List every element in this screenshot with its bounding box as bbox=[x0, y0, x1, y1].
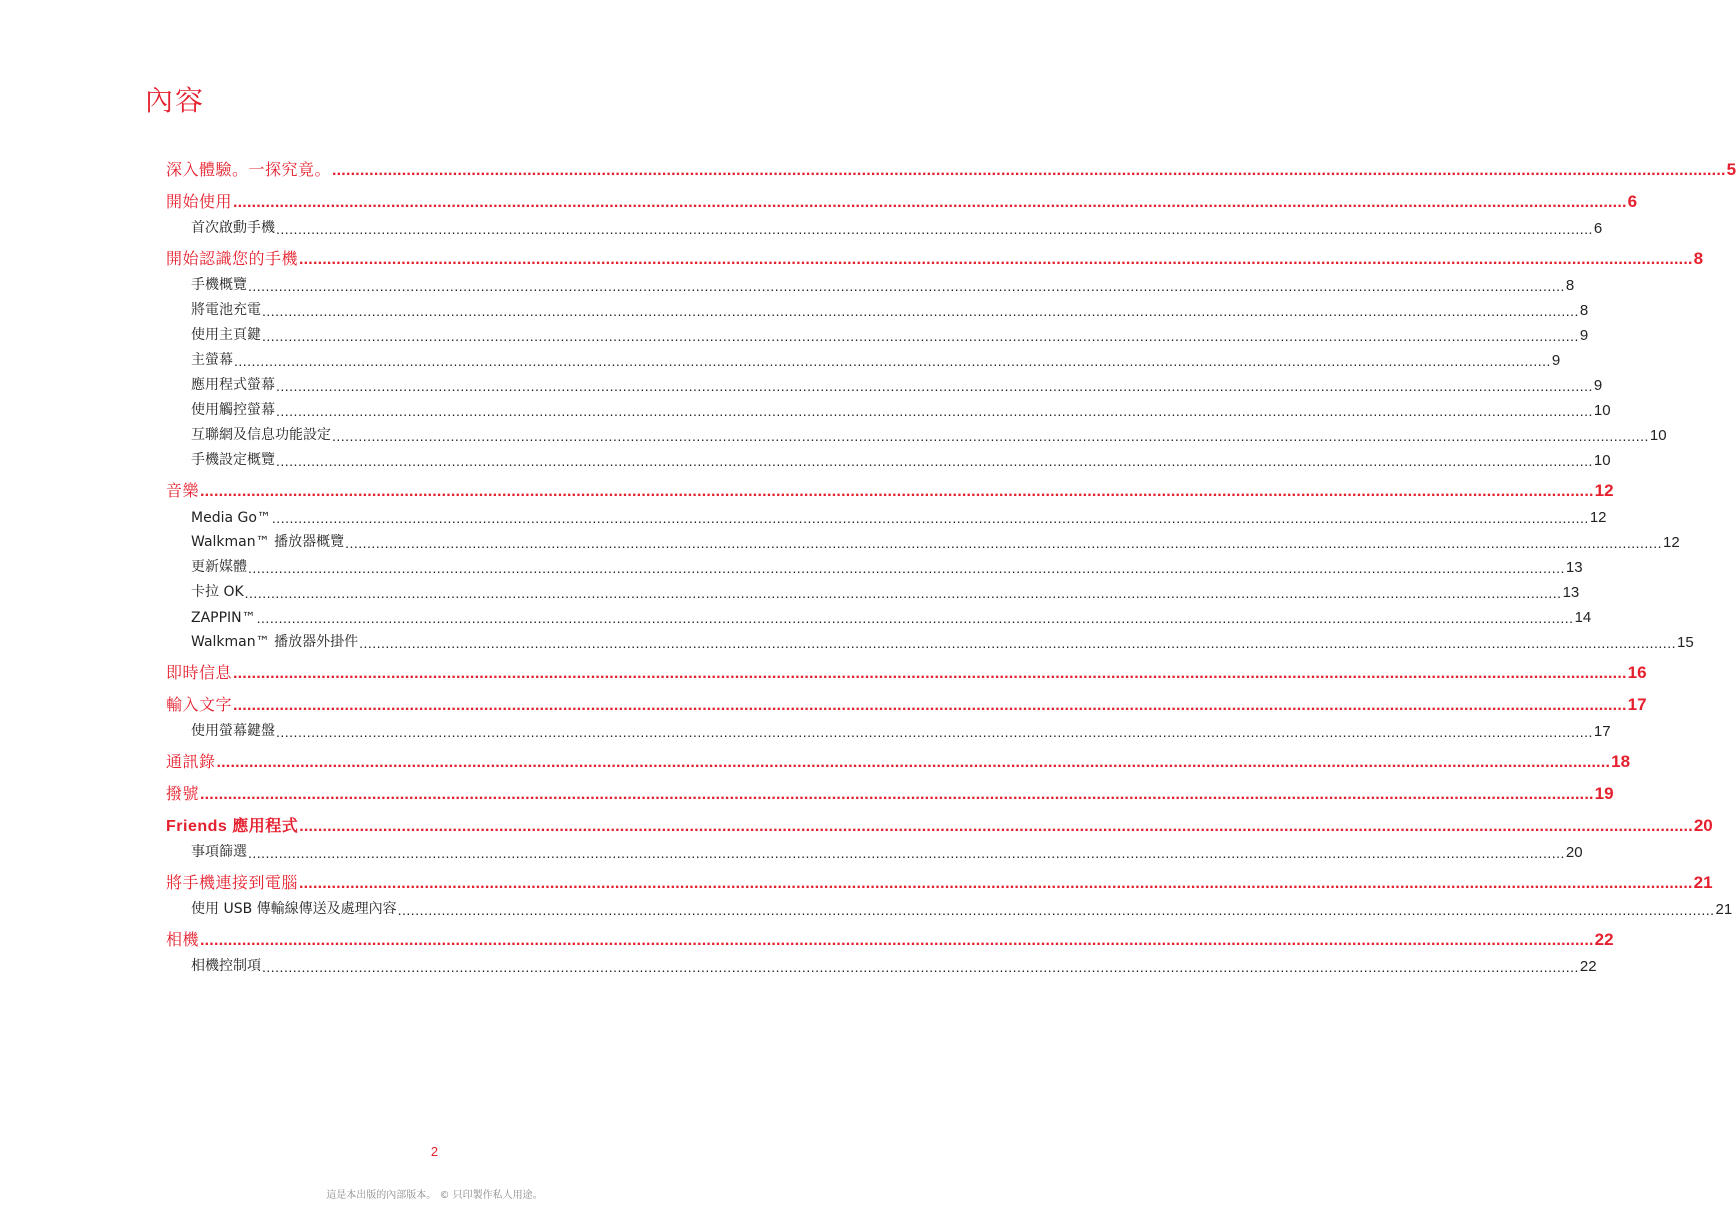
toc-chapter-title: 通訊錄 bbox=[166, 752, 216, 771]
toc-subentry[interactable] bbox=[166, 893, 1733, 918]
toc-subentry-title: 使用螢幕鍵盤 bbox=[191, 723, 275, 739]
dot-leader: ............................................................................................................................................................................................................................................................................................................ bbox=[359, 635, 1676, 651]
toc-subentry[interactable] bbox=[166, 836, 1583, 861]
toc-subentry-title: Walkman™ 播放器外掛件 bbox=[191, 634, 359, 650]
dot-leader: ............................................................................................................................................................................................................................................................................................................ bbox=[262, 303, 1579, 319]
toc-chapter-page: 21 bbox=[1693, 873, 1713, 892]
toc-subentry[interactable] bbox=[166, 394, 1611, 419]
toc-subentry-title: Media Go™ bbox=[191, 510, 271, 526]
dot-leader: ............................................................................................................................................................................................................................................................................................................ bbox=[200, 786, 1594, 803]
toc-chapter-entry[interactable] bbox=[166, 922, 1614, 950]
toc-subentry-title: 事項篩選 bbox=[191, 844, 247, 860]
toc-subentry[interactable] bbox=[166, 444, 1611, 469]
toc-section bbox=[166, 473, 1694, 651]
toc-chapter-entry[interactable] bbox=[166, 687, 1647, 715]
toc-section bbox=[166, 241, 1704, 469]
toc-section bbox=[166, 152, 1736, 180]
toc-chapter-page: 20 bbox=[1693, 816, 1713, 835]
toc-subentry[interactable] bbox=[166, 269, 1575, 294]
toc-section bbox=[166, 744, 1631, 772]
dot-leader: ............................................................................................................................................................................................................................................................................................................ bbox=[397, 902, 1715, 918]
dot-leader: ............................................................................................................................................................................................................................................................................................................ bbox=[200, 932, 1594, 949]
toc-section bbox=[166, 865, 1733, 918]
toc-chapter-title: 開始使用 bbox=[166, 192, 233, 211]
toc-chapter-page: 16 bbox=[1627, 663, 1647, 682]
toc-chapter-entry[interactable] bbox=[166, 655, 1647, 683]
dot-leader: ............................................................................................................................................................................................................................................................................................................ bbox=[299, 818, 1693, 835]
toc-section bbox=[166, 655, 1647, 683]
toc-chapter-page: 22 bbox=[1594, 930, 1614, 949]
toc-subentry-page: 14 bbox=[1574, 609, 1592, 626]
toc-chapter-entry[interactable] bbox=[166, 152, 1736, 180]
toc-subentry[interactable] bbox=[166, 212, 1603, 237]
toc-subentry-page: 9 bbox=[1551, 352, 1561, 369]
toc-subentry[interactable] bbox=[166, 294, 1589, 319]
dot-leader: ............................................................................................................................................................................................................................................................................................................ bbox=[233, 665, 1627, 682]
toc-subentry-title: 首次啟動手機 bbox=[191, 220, 275, 236]
toc-section bbox=[166, 776, 1614, 804]
toc-subentry-title: 使用主頁鍵 bbox=[191, 327, 261, 343]
dot-leader: ............................................................................................................................................................................................................................................................................................................ bbox=[256, 610, 1574, 626]
dot-leader: ............................................................................................................................................................................................................................................................................................................ bbox=[276, 378, 1593, 394]
toc-subentry[interactable] bbox=[166, 419, 1667, 444]
dot-leader: ............................................................................................................................................................................................................................................................................................................ bbox=[234, 353, 1551, 369]
toc-subentry-page: 21 bbox=[1715, 901, 1733, 918]
toc-subentry-title: 將電池充電 bbox=[191, 302, 261, 318]
toc-subentry-title: 相機控制項 bbox=[191, 958, 261, 974]
dot-leader: ............................................................................................................................................................................................................................................................................................................ bbox=[248, 560, 1565, 576]
toc-chapter-entry[interactable] bbox=[166, 808, 1713, 836]
toc-chapter-entry[interactable] bbox=[166, 744, 1631, 772]
toc-chapter-title: 音樂 bbox=[166, 481, 200, 500]
toc-subentry-page: 9 bbox=[1593, 377, 1603, 394]
toc-subentry-page: 13 bbox=[1565, 559, 1583, 576]
toc-subentry[interactable] bbox=[166, 576, 1580, 601]
dot-leader: ............................................................................................................................................................................................................................................................................................................ bbox=[248, 845, 1565, 861]
toc-chapter-page: 19 bbox=[1594, 784, 1614, 803]
toc-subentry[interactable] bbox=[166, 715, 1611, 740]
toc-chapter-title: 相機 bbox=[166, 930, 200, 949]
toc-subentry-title: ZAPPIN™ bbox=[191, 610, 256, 626]
toc-chapter-entry[interactable] bbox=[166, 473, 1614, 501]
toc-subentry[interactable] bbox=[166, 950, 1597, 975]
toc-subentry[interactable] bbox=[166, 344, 1561, 369]
toc-chapter-page: 8 bbox=[1693, 249, 1704, 268]
toc-subentry-page: 22 bbox=[1579, 958, 1597, 975]
footer-note: 這是本出版的內部版本。 © 只印製作私人用途。 bbox=[326, 1190, 543, 1201]
toc-subentry[interactable] bbox=[166, 319, 1589, 344]
toc-subentry-page: 8 bbox=[1579, 302, 1589, 319]
toc-subentry-title: 使用觸控螢幕 bbox=[191, 402, 275, 418]
toc-subentry[interactable] bbox=[166, 369, 1603, 394]
dot-leader: ............................................................................................................................................................................................................................................................................................................ bbox=[262, 959, 1579, 975]
toc-section bbox=[166, 922, 1614, 975]
dot-leader: ............................................................................................................................................................................................................................................................................................................ bbox=[299, 875, 1693, 892]
toc-chapter-page: 17 bbox=[1627, 695, 1647, 714]
toc-subentry[interactable] bbox=[166, 551, 1583, 576]
toc-chapter-entry[interactable] bbox=[166, 776, 1614, 804]
dot-leader: ............................................................................................................................................................................................................................................................................................................ bbox=[345, 535, 1662, 551]
toc-chapter-title: 即時信息 bbox=[166, 663, 233, 682]
toc-section bbox=[166, 184, 1638, 237]
toc-subentry[interactable] bbox=[166, 601, 1592, 626]
toc-chapter-title: 輸入文字 bbox=[166, 695, 233, 714]
toc-section bbox=[166, 808, 1713, 861]
toc-chapter-title: 開始認識您的手機 bbox=[166, 249, 299, 268]
toc-subentry[interactable] bbox=[166, 626, 1694, 651]
toc-chapter-entry[interactable] bbox=[166, 865, 1713, 893]
dot-leader: ............................................................................................................................................................................................................................................................................................................ bbox=[299, 251, 1693, 268]
toc-subentry-title: 互聯網及信息功能設定 bbox=[191, 427, 331, 443]
dot-leader: ............................................................................................................................................................................................................................................................................................................ bbox=[200, 483, 1594, 500]
toc-subentry-page: 8 bbox=[1565, 277, 1575, 294]
page-title: 內容 bbox=[145, 84, 206, 117]
toc-subentry-title: Walkman™ 播放器概覽 bbox=[191, 534, 345, 550]
dot-leader: ............................................................................................................................................................................................................................................................................................................ bbox=[248, 278, 1565, 294]
toc-subentry-page: 10 bbox=[1649, 427, 1667, 444]
toc-subentry-page: 6 bbox=[1593, 220, 1603, 237]
dot-leader: ............................................................................................................................................................................................................................................................................................................ bbox=[276, 403, 1593, 419]
dot-leader: ............................................................................................................................................................................................................................................................................................................ bbox=[276, 724, 1593, 740]
toc-chapter-page: 12 bbox=[1594, 481, 1614, 500]
toc-subentry-title: 使用 USB 傳輸線傳送及處理內容 bbox=[191, 901, 397, 917]
toc-chapter-title: 深入體驗。一探究竟。 bbox=[166, 160, 332, 179]
toc-subentry-page: 12 bbox=[1662, 534, 1680, 551]
dot-leader: ............................................................................................................................................................................................................................................................................................................ bbox=[233, 194, 1627, 211]
toc-section bbox=[166, 687, 1647, 740]
toc-subentry[interactable] bbox=[166, 501, 1607, 526]
toc-subentry-title: 更新媒體 bbox=[191, 559, 247, 575]
toc-subentry-title: 應用程式螢幕 bbox=[191, 377, 275, 393]
dot-leader: ............................................................................................................................................................................................................................................................................................................ bbox=[276, 453, 1593, 469]
toc-subentry-title: 手機概覽 bbox=[191, 277, 247, 293]
dot-leader: ............................................................................................................................................................................................................................................................................................................ bbox=[216, 754, 1611, 771]
toc-chapter-entry[interactable] bbox=[166, 184, 1638, 212]
toc-chapter-entry[interactable] bbox=[166, 241, 1704, 269]
dot-leader: ............................................................................................................................................................................................................................................................................................................ bbox=[244, 585, 1562, 601]
toc-chapter-title: Friends 應用程式 bbox=[166, 818, 299, 835]
toc-subentry[interactable] bbox=[166, 526, 1680, 551]
toc-subentry-page: 13 bbox=[1562, 584, 1580, 601]
dot-leader: ............................................................................................................................................................................................................................................................................................................ bbox=[276, 221, 1593, 237]
dot-leader: ............................................................................................................................................................................................................................................................................................................ bbox=[332, 428, 1649, 444]
toc-chapter-page: 18 bbox=[1611, 752, 1631, 771]
toc-subentry-page: 15 bbox=[1676, 634, 1694, 651]
toc-subentry-page: 12 bbox=[1589, 509, 1607, 526]
dot-leader: ............................................................................................................................................................................................................................................................................................................ bbox=[271, 510, 1589, 526]
toc-subentry-title: 卡拉 OK bbox=[191, 584, 244, 600]
toc-subentry-page: 17 bbox=[1593, 723, 1611, 740]
toc-chapter-title: 將手機連接到電腦 bbox=[166, 873, 299, 892]
dot-leader: ............................................................................................................................................................................................................................................................................................................ bbox=[233, 697, 1627, 714]
page-number: 2 bbox=[430, 1144, 439, 1159]
dot-leader: ............................................................................................................................................................................................................................................................................................................ bbox=[332, 162, 1726, 179]
toc-chapter-title: 撥號 bbox=[166, 784, 200, 803]
toc-chapter-page: 6 bbox=[1627, 192, 1638, 211]
toc-subentry-title: 主螢幕 bbox=[191, 352, 233, 368]
toc-subentry-page: 10 bbox=[1593, 452, 1611, 469]
toc-subentry-page: 20 bbox=[1565, 844, 1583, 861]
toc-subentry-page: 9 bbox=[1579, 327, 1589, 344]
toc-chapter-page: 5 bbox=[1726, 160, 1736, 179]
toc-subentry-page: 10 bbox=[1593, 402, 1611, 419]
dot-leader: ............................................................................................................................................................................................................................................................................................................ bbox=[262, 328, 1579, 344]
table-of-contents bbox=[166, 152, 1736, 979]
toc-subentry-title: 手機設定概覽 bbox=[191, 452, 275, 468]
